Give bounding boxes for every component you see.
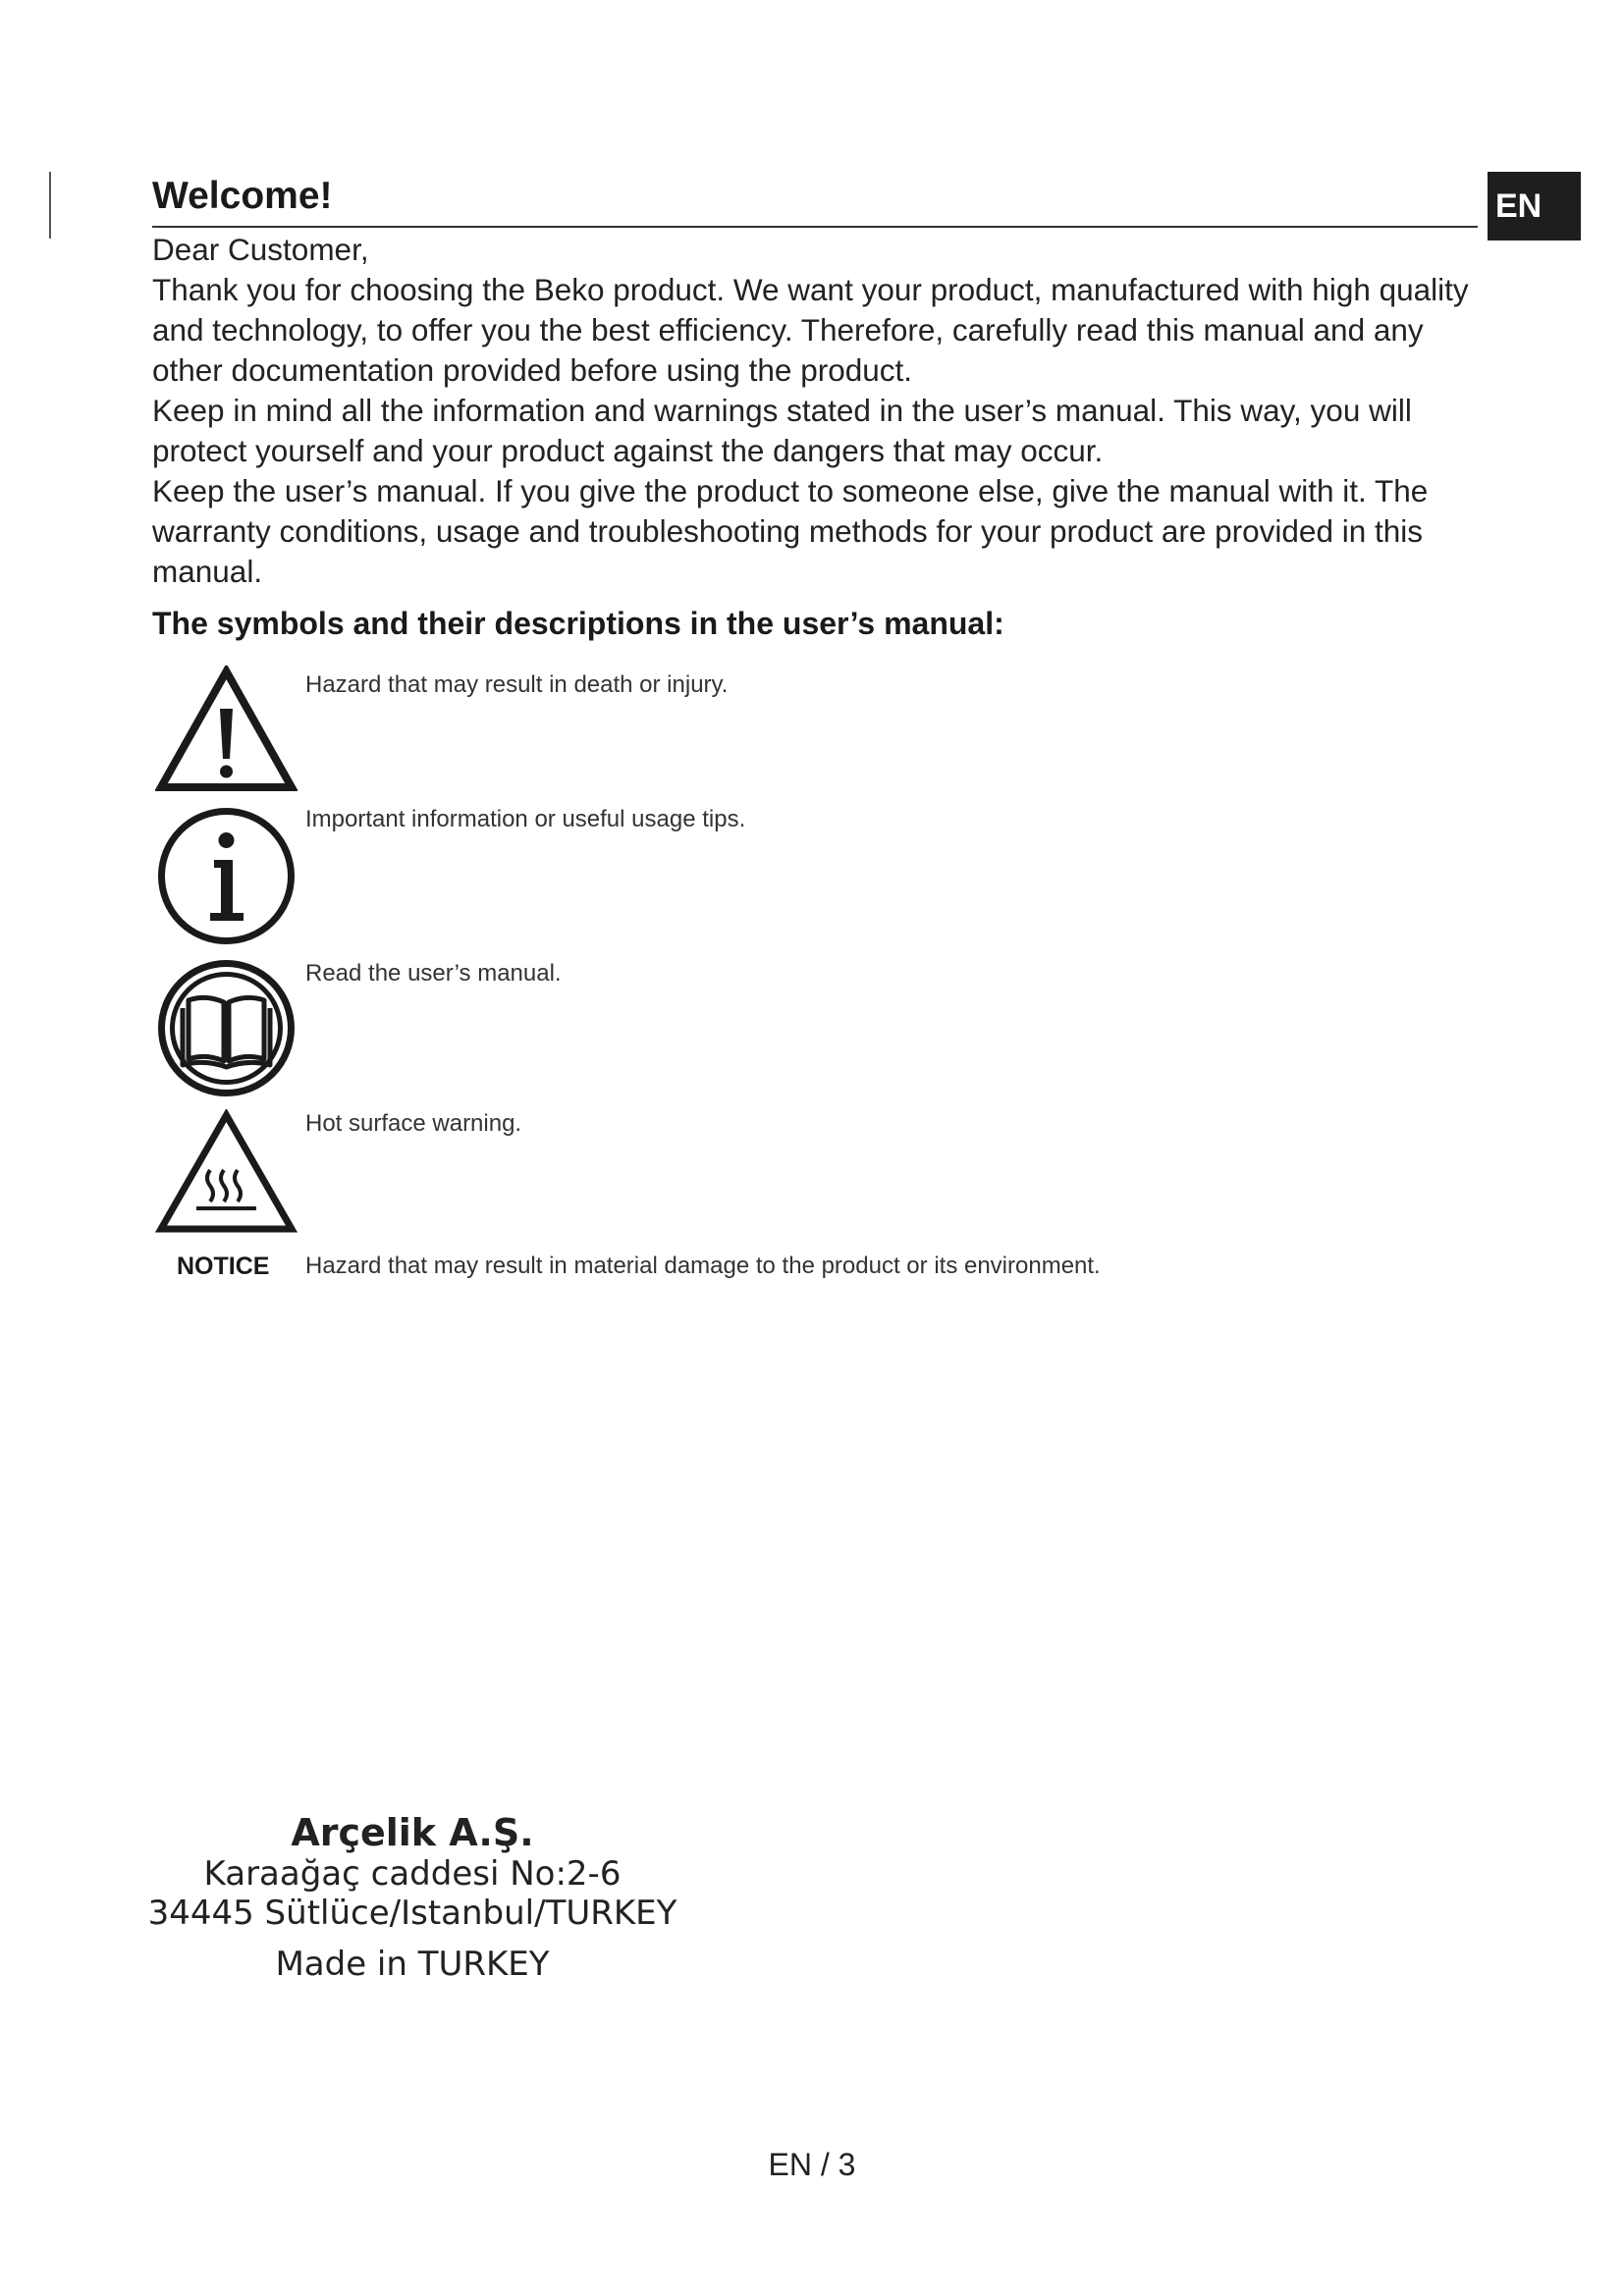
intro-paragraph-1: Thank you for choosing the Beko product. We want your product, manufactured with high quality and technology, to offer you the best efficiency. Therefore, carefully read this manual and any other documentation provided before using the product. bbox=[152, 272, 1469, 388]
manufacturer-street: Karaağaç caddesi No:2-6 bbox=[203, 1854, 622, 1894]
hot-surface-icon bbox=[155, 1109, 298, 1235]
margin-bar bbox=[49, 172, 51, 239]
manufacturer-city: 34445 Sütlüce/Istanbul/TURKEY bbox=[147, 1894, 677, 1933]
page-number: EN / 3 bbox=[768, 2147, 856, 2182]
notice-description: Hazard that may result in material damage to the product or its environment. bbox=[305, 1253, 1101, 1279]
warning-triangle-icon bbox=[155, 666, 298, 793]
intro-text bbox=[152, 230, 1488, 592]
page-title: Welcome! bbox=[152, 175, 333, 217]
symbol-description: Hazard that may result in death or injury. bbox=[305, 671, 729, 698]
symbol-description: Read the user’s manual. bbox=[305, 960, 562, 987]
manufacturer-company: Arçelik A.Ş. bbox=[291, 1811, 534, 1854]
manufacturer-origin: Made in TURKEY bbox=[275, 1945, 550, 1984]
notice-label: NOTICE bbox=[177, 1253, 270, 1280]
manufacturer-address bbox=[147, 1811, 677, 1984]
symbol-description: Important information or useful usage tips. bbox=[305, 806, 746, 832]
intro-paragraph-2: Keep in mind all the information and warnings stated in the user’s manual. This way, you will protect yourself and your product against the dangers that may occur. bbox=[152, 393, 1412, 468]
info-circle-icon bbox=[155, 805, 298, 947]
symbols-heading: The symbols and their descriptions in the user’s manual: bbox=[152, 606, 1004, 641]
symbol-description: Hot surface warning. bbox=[305, 1110, 522, 1137]
manual-book-icon bbox=[155, 957, 298, 1099]
intro-paragraph-3: Keep the user’s manual. If you give the product to someone else, give the manual with it. The warranty conditions, usage and troubleshooting methods for your product are provided in this manual. bbox=[152, 473, 1429, 589]
greeting: Dear Customer, bbox=[152, 232, 369, 267]
language-tab: EN bbox=[1488, 172, 1581, 240]
heading-row bbox=[152, 169, 1478, 228]
